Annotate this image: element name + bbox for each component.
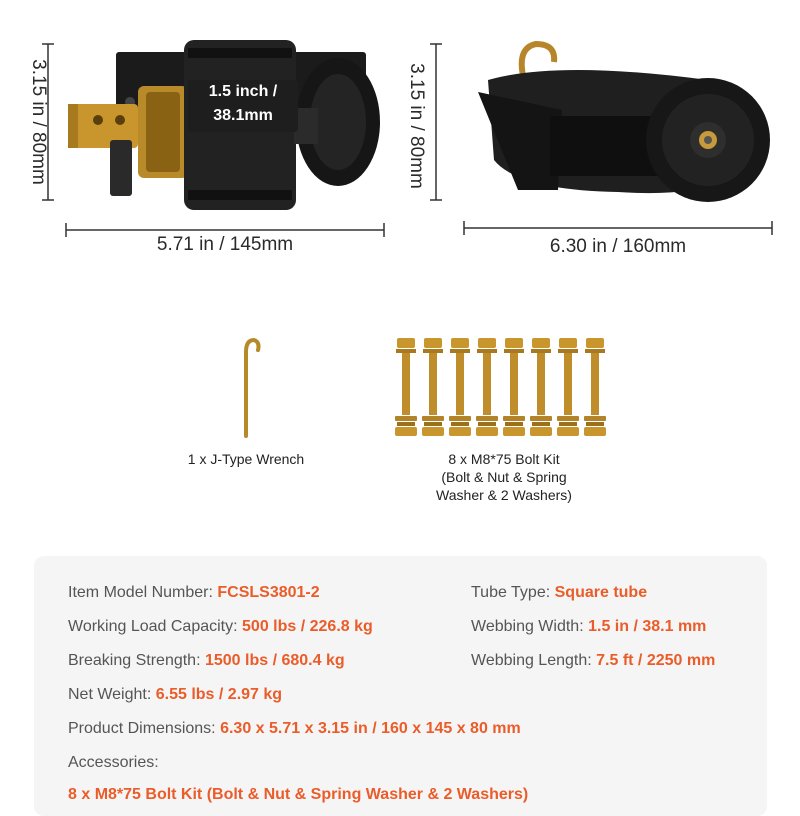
- right-height-dimension: [426, 42, 446, 202]
- spec-net-weight-value: 6.55 lbs / 2.97 kg: [155, 686, 283, 703]
- j-wrench-image: [226, 336, 266, 440]
- spec-load-capacity: [68, 618, 373, 636]
- spec-webbing-width-value: 1.5 in / 38.1 mm: [588, 618, 707, 635]
- right-width-line: [462, 218, 774, 238]
- spec-accessories-value-row: [68, 786, 528, 804]
- spec-product-dimensions-label: Product Dimensions:: [68, 720, 216, 737]
- right-width-label: 6.30 in / 160mm: [549, 236, 687, 257]
- bolt-caption-line2: (Bolt & Nut & Spring: [441, 469, 567, 485]
- spec-tube-type: [471, 584, 647, 602]
- bolt: [449, 338, 471, 436]
- webbing-width-line2: 38.1mm: [213, 107, 273, 124]
- right-height-line: [426, 42, 446, 202]
- spec-model-label: Item Model Number:: [68, 584, 213, 601]
- spec-webbing-width: [471, 618, 706, 636]
- spec-breaking-strength-label: Breaking Strength:: [68, 652, 201, 669]
- spec-webbing-length-value: 7.5 ft / 2250 mm: [596, 652, 716, 669]
- spec-breaking-strength-value: 1500 lbs / 680.4 kg: [204, 652, 345, 669]
- spec-webbing-length: [471, 652, 715, 670]
- spec-load-capacity-value: 500 lbs / 226.8 kg: [242, 618, 373, 635]
- spec-load-capacity-label: Working Load Capacity:: [68, 618, 238, 635]
- spec-tube-type-value: Square tube: [554, 584, 648, 601]
- bolt: [584, 338, 606, 436]
- bolt: [476, 338, 498, 436]
- right-height-label: 3.15 in / 80mm: [406, 63, 427, 189]
- left-height-label: 3.15 in / 80mm: [28, 59, 49, 185]
- spec-tube-type-label: Tube Type:: [471, 584, 551, 601]
- left-width-label: 5.71 in / 145mm: [156, 234, 294, 255]
- bolt-kit-image: [392, 336, 612, 440]
- spec-product-dimensions-value: 6.30 x 5.71 x 3.15 in / 160 x 145 x 80 mm: [220, 720, 521, 737]
- bolt: [395, 338, 417, 436]
- spec-product-dimensions: [68, 720, 521, 738]
- wrench-caption: 1 x J-Type Wrench: [187, 451, 305, 467]
- winch-side-view-image: [458, 40, 782, 212]
- bolt-kit-caption: [392, 450, 616, 504]
- spec-accessories: [68, 754, 159, 772]
- bolt: [422, 338, 444, 436]
- spec-webbing-length-label: Webbing Length:: [471, 652, 592, 669]
- bolt-caption-line3: Washer & 2 Washers): [436, 487, 572, 503]
- specifications-card: [34, 556, 767, 816]
- spec-webbing-width-label: Webbing Width:: [471, 618, 584, 635]
- spec-breaking-strength: [68, 652, 345, 670]
- spec-model: [68, 584, 320, 602]
- bolt: [503, 338, 525, 436]
- bolt: [557, 338, 579, 436]
- spec-accessories-value: 8 x M8*75 Bolt Kit (Bolt & Nut & Spring Washer & 2 Washers): [68, 786, 529, 803]
- bolt-caption-line1: 8 x M8*75 Bolt Kit: [448, 451, 560, 467]
- spec-model-value: FCSLS3801-2: [217, 584, 320, 601]
- spec-net-weight: [68, 686, 282, 704]
- spec-accessories-label: Accessories:: [68, 754, 159, 771]
- spec-net-weight-label: Net Weight:: [68, 686, 152, 703]
- webbing-width-line1: 1.5 inch /: [208, 83, 278, 100]
- bolt: [530, 338, 552, 436]
- webbing-width-callout: [188, 80, 298, 132]
